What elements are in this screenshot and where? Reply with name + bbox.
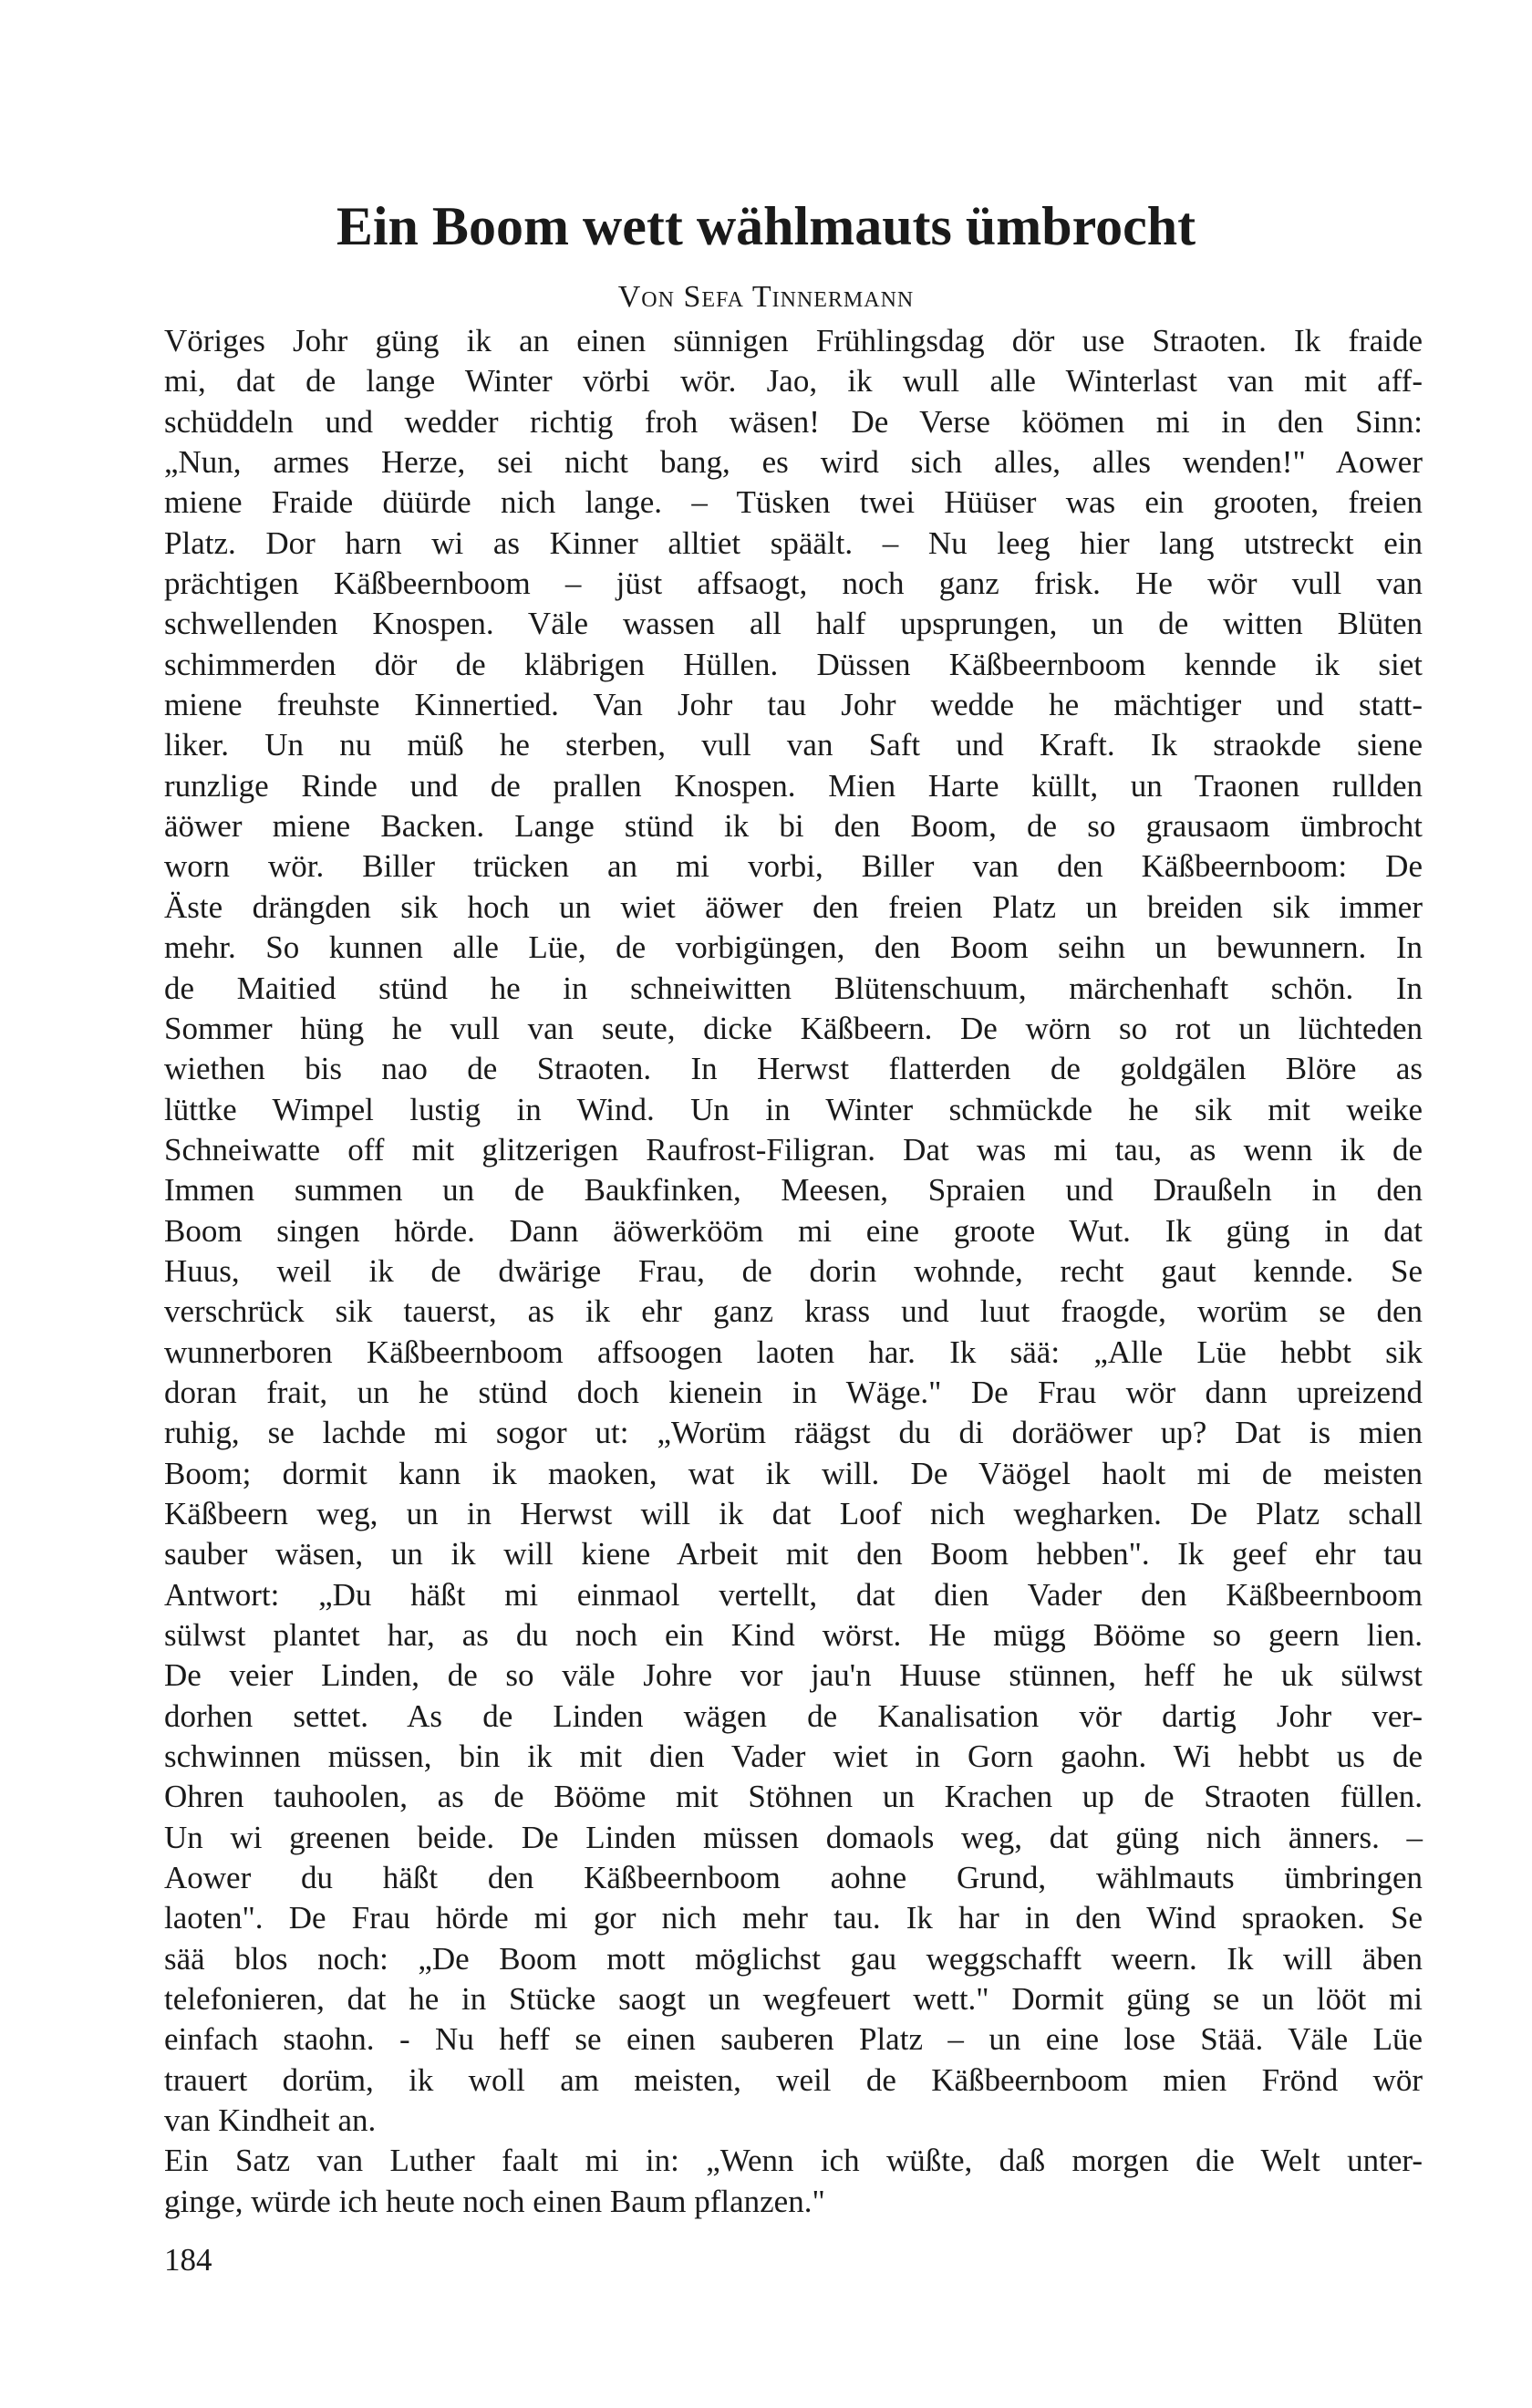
article-title: Ein Boom wett wählmauts ümbrocht — [336, 196, 1196, 256]
text-line: Äste drängden sik hoch un wiet äöwer den freien Platz un breiden sik immer — [164, 888, 1423, 925]
text-line: ginge, würde ich heute noch einen Baum pflanzen." — [164, 2183, 825, 2219]
text-line: laoten". De Frau hörde mi gor nich mehr tau. Ik har in den Wind spraoken. Se — [164, 1900, 1423, 1936]
text-line: Schneiwatte off mit glitzerigen Raufrost-Filigran. Dat was mi tau, as wenn ik de — [164, 1131, 1423, 1168]
text-line: schüddeln und wedder richtig froh wäsen! De Verse köömen mi in den Sinn: — [164, 403, 1423, 440]
text-line: trauert dorüm, ik woll am meisten, weil de Käßbeernboom mien Frönd wör — [164, 2061, 1423, 2098]
text-line: Käßbeern weg, un in Herwst will ik dat Loof nich wegharken. De Platz schall — [164, 1495, 1423, 1531]
text-line: sauber wäsen, un ik will kiene Arbeit mit den Boom hebben". Ik geef ehr tau — [164, 1536, 1423, 1572]
text-line: sää blos noch: „De Boom mott möglichst gau weggschafft weern. Ik will äben — [164, 1940, 1423, 1977]
text-line: ruhig, se lachde mi sogor ut: „Worüm räägst du di doräöwer up? Dat is mien — [164, 1415, 1423, 1451]
text-line: einfach staohn. - Nu heff se einen sauberen Platz – un eine lose Stää. Väle Lüe — [164, 2021, 1423, 2058]
text-line: schwellenden Knospen. Väle wassen all half upsprungen, un de witten Blüten — [164, 606, 1423, 642]
text-line: doran frait, un he stünd doch kienein in Wäge." De Frau wör dann upreizend — [164, 1374, 1423, 1410]
text-line: Aower du häßt den Käßbeernboom aohne Grund, wählmauts ümbringen — [164, 1860, 1423, 1896]
text-line: van Kindheit an. — [164, 2102, 377, 2139]
text-line: runzlige Rinde und de prallen Knospen. Mien Harte küllt, un Traonen rullden — [164, 767, 1423, 804]
text-line: Boom; dormit kann ik maoken, wat ik will. De Väögel haolt mi de meisten — [164, 1455, 1423, 1491]
article-body — [164, 321, 1423, 2222]
text-line: Immen summen un de Baukfinken, Meesen, Spraien und Draußeln in den — [164, 1172, 1423, 1209]
text-line: telefonieren, dat he in Stücke saogt un wegfeuert wett." Dormit güng se un lööt mi — [164, 1981, 1423, 2018]
text-line: äöwer miene Backen. Lange stünd ik bi den Boom, de so grausaom ümbrocht — [164, 808, 1423, 845]
text-line: dorhen settet. As de Linden wägen de Kanalisation vör dartig Johr ver- — [164, 1697, 1423, 1734]
text-line: Ohren tauhoolen, as de Bööme mit Stöhnen un Krachen up de Straoten füllen. — [164, 1779, 1423, 1815]
text-line: Vöriges Johr güng ik an einen sünnigen Frühlingsdag dör use Straoten. Ik fraide — [164, 323, 1423, 358]
text-line: liker. Un nu müß he sterben, vull van Saft und Kraft. Ik straokde siene — [164, 727, 1423, 763]
text-line: de Maitied stünd he in schneiwitten Blütenschuum, märchenhaft schön. In — [164, 970, 1423, 1006]
text-line: prächtigen Käßbeernboom – jüst affsaogt, noch ganz frisk. He wör vull van — [164, 566, 1423, 602]
text-line: wunnerboren Käßbeernboom affsoogen laoten har. Ik sää: „Alle Lüe hebbt sik — [164, 1334, 1423, 1370]
text-line: worn wör. Biller trücken an mi vorbi, Biller van den Käßbeernboom: De — [164, 848, 1423, 885]
text-line: Sommer hüng he vull van seute, dicke Käßbeern. De wörn so rot un lüchteden — [164, 1010, 1423, 1046]
text-line: „Nun, armes Herze, sei nicht bang, es wird sich alles, alles wenden!" Aower — [164, 444, 1423, 481]
text-line: Antwort: „Du häßt mi einmaol vertellt, dat dien Vader den Käßbeernboom — [164, 1576, 1423, 1613]
text-line: De veier Linden, de so väle Johre vor jau'n Huuse stünnen, heff he uk sülwst — [164, 1657, 1423, 1694]
page-number: 184 — [164, 2242, 212, 2278]
text-line: mehr. So kunnen alle Lüe, de vorbigüngen, den Boom seihn un bewunnern. In — [164, 929, 1423, 966]
text-line: Platz. Dor harn wi as Kinner alltiet späält. – Nu leeg hier lang utstreckt ein — [164, 524, 1423, 561]
text-line: Huus, weil ik de dwärige Frau, de dorin wohnde, recht gaut kennde. Se — [164, 1252, 1423, 1289]
text-line: Un wi greenen beide. De Linden müssen domaols weg, dat güng nich änners. – — [164, 1819, 1423, 1855]
text-line: lüttke Wimpel lustig in Wind. Un in Winter schmückde he sik mit weike — [164, 1091, 1423, 1127]
text-line: miene freuhste Kinnertied. Van Johr tau Johr wedde he mächtiger und statt- — [164, 687, 1423, 723]
text-line: miene Fraide düürde nich lange. – Tüsken twei Hüüser was ein grooten, freien — [164, 484, 1423, 521]
text-line: wiethen bis nao de Straoten. In Herwst flatterden de goldgälen Blöre as — [164, 1051, 1423, 1087]
article-author: Von Sefa Tinnermann — [617, 280, 915, 314]
text-line: sülwst plantet har, as du noch ein Kind wörst. He mügg Bööme so geern lien. — [164, 1617, 1423, 1653]
text-line: schwinnen müssen, bin ik mit dien Vader wiet in Gorn gaohn. Wi hebbt us de — [164, 1739, 1423, 1775]
text-line: verschrück sik tauerst, as ik ehr ganz krass und luut fraogde, worüm se den — [164, 1293, 1423, 1330]
text-line: Ein Satz van Luther faalt mi in: „Wenn ich wüßte, daß morgen die Welt unter- — [164, 2143, 1423, 2179]
text-line: Boom singen hörde. Dann äöwerkööm mi eine groote Wut. Ik güng in dat — [164, 1212, 1423, 1249]
text-line: schimmerden dör de kläbrigen Hüllen. Düssen Käßbeernboom kennde ik siet — [164, 646, 1423, 682]
text-line: mi, dat de lange Winter vörbi wör. Jao, ik wull alle Winterlast van mit aff- — [164, 363, 1423, 400]
